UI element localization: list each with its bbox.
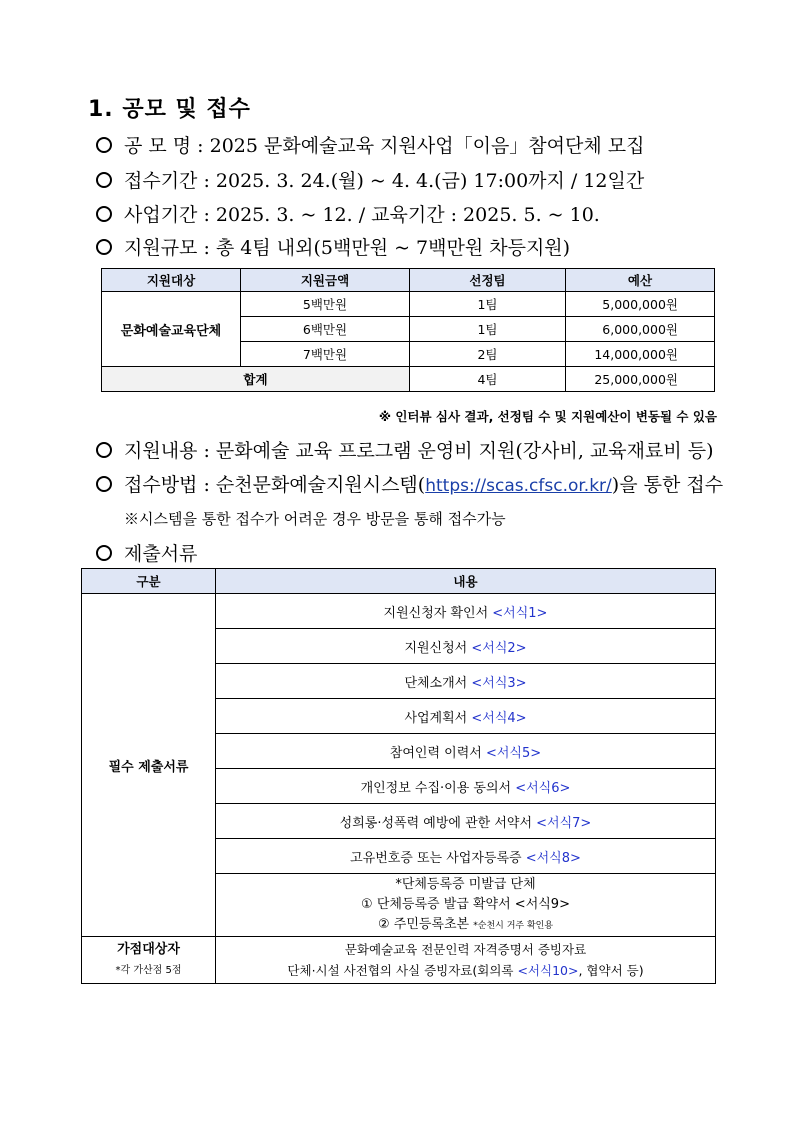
doc-text: 단체소개서 — [404, 675, 472, 691]
item-docs-title — [96, 539, 197, 566]
circle-bullet-icon — [96, 172, 112, 188]
bonus-item-1: 문화예술교육 전문인력 자격증명서 증빙자료 — [344, 942, 587, 957]
doc-item — [216, 769, 716, 804]
item-project-period — [96, 200, 600, 227]
budget-note: ※ 인터뷰 심사 결과, 선정팀 수 및 지원예산이 변동될 수 있음 — [378, 409, 717, 424]
table-row — [82, 594, 716, 629]
table-cell: 6,000,000원 — [566, 317, 715, 342]
unregistered-title: *단체등록증 미발급 단체 — [395, 876, 536, 892]
item-apply-method — [96, 470, 723, 497]
unregistered-note: *순천시 거주 확인용 — [473, 920, 554, 931]
doc-text: 지원신청서 — [404, 640, 472, 656]
doc-item — [216, 629, 716, 664]
bonus-label-cell — [82, 937, 216, 984]
item-text: 접수방법 : 순천문화예술지원시스템( — [124, 474, 426, 496]
total-teams: 4팀 — [410, 367, 566, 392]
column-header: 내용 — [216, 569, 716, 594]
item-text: 지원규모 : 총 4팀 내외(5백만원 ~ 7백만원 차등지원) — [124, 237, 571, 259]
doc-item — [216, 839, 716, 874]
circle-bullet-icon — [96, 442, 112, 458]
doc-item — [216, 804, 716, 839]
budget-table — [101, 268, 715, 392]
column-header: 선정팀 — [410, 269, 566, 292]
item-title — [96, 131, 644, 158]
item-text: 제출서류 — [124, 543, 198, 565]
form-ref: <서식4> — [471, 710, 527, 726]
form-ref: <서식3> — [471, 675, 527, 691]
doc-text: 고유번호증 또는 사업자등록증 — [350, 850, 526, 866]
circle-bullet-icon — [96, 137, 112, 153]
doc-item — [216, 664, 716, 699]
table-cell: 1팀 — [410, 317, 566, 342]
group-label: 문화예술교육단체 — [102, 292, 241, 367]
item-period — [96, 166, 644, 193]
table-cell: 5백만원 — [241, 292, 410, 317]
form-ref: <서식1> — [492, 605, 548, 621]
table-cell: 2팀 — [410, 342, 566, 367]
doc-text: 사업계획서 — [404, 710, 472, 726]
bonus-item-2: 단체·시설 사전협의 사실 증빙자료(회의록 — [287, 963, 518, 978]
doc-text: 지원신청자 확인서 — [383, 605, 493, 621]
circle-bullet-icon — [96, 239, 112, 255]
bonus-content — [216, 937, 716, 984]
doc-text: 참여인력 이력서 — [389, 745, 486, 761]
item-text: )을 통한 접수 — [611, 474, 724, 496]
system-link[interactable]: https://scas.cfsc.or.kr/ — [425, 476, 612, 496]
table-cell: 14,000,000원 — [566, 342, 715, 367]
item-scale — [96, 233, 570, 260]
total-label: 합계 — [102, 367, 410, 392]
circle-bullet-icon — [96, 545, 112, 561]
item-text: 사업기간 : 2025. 3. ~ 12. / 교육기간 : 2025. 5. ~ 10. — [124, 204, 600, 226]
table-row — [102, 292, 715, 317]
table-cell: 7백만원 — [241, 342, 410, 367]
doc-item — [216, 594, 716, 629]
total-row — [102, 367, 715, 392]
required-label: 필수 제출서류 — [82, 594, 216, 937]
column-header: 지원대상 — [102, 269, 241, 292]
unregistered-line-1: ① 단체등록증 발급 확약서 <서식9> — [361, 896, 570, 912]
column-header: 구분 — [82, 569, 216, 594]
circle-bullet-icon — [96, 206, 112, 222]
item-text: 지원내용 : 문화예술 교육 프로그램 운영비 지원(강사비, 교육재료비 등) — [124, 440, 714, 462]
form-ref: <서식6> — [515, 780, 571, 796]
form-ref: <서식8> — [525, 850, 581, 866]
item-text: 접수기간 : 2025. 3. 24.(월) ~ 4. 4.(금) 17:00까지 / 12일간 — [124, 170, 645, 192]
unregistered-line-2: ② 주민등록초본 — [377, 916, 474, 932]
column-header: 지원금액 — [241, 269, 410, 292]
documents-table — [81, 568, 716, 984]
total-budget: 25,000,000원 — [566, 367, 715, 392]
bonus-item-2-suffix: , 협약서 등) — [578, 963, 644, 978]
bonus-note: *각 가산점 5점 — [115, 965, 182, 976]
form-ref: <서식7> — [536, 815, 592, 831]
table-cell: 1팀 — [410, 292, 566, 317]
doc-item — [216, 734, 716, 769]
circle-bullet-icon — [96, 476, 112, 492]
table-cell: 6백만원 — [241, 317, 410, 342]
apply-note: ※시스템을 통한 접수가 어려운 경우 방문을 통해 접수가능 — [124, 510, 506, 528]
bonus-row — [82, 937, 716, 984]
form-ref: <서식2> — [471, 640, 527, 656]
item-support-content — [96, 436, 714, 463]
section-heading: 1. 공모 및 접수 — [88, 97, 251, 122]
table-cell: 5,000,000원 — [566, 292, 715, 317]
item-text: 공 모 명 : 2025 문화예술교육 지원사업「이음」참여단체 모집 — [124, 135, 645, 157]
doc-item — [216, 699, 716, 734]
doc-text: 성희롱·성폭력 예방에 관한 서약서 — [339, 815, 537, 831]
unregistered-item — [216, 874, 716, 937]
doc-text: 개인정보 수집·이용 동의서 — [360, 780, 516, 796]
column-header: 예산 — [566, 269, 715, 292]
form-ref: <서식5> — [485, 745, 542, 761]
bonus-label: 가점대상자 — [117, 942, 180, 957]
form-ref: <서식10> — [517, 963, 579, 978]
